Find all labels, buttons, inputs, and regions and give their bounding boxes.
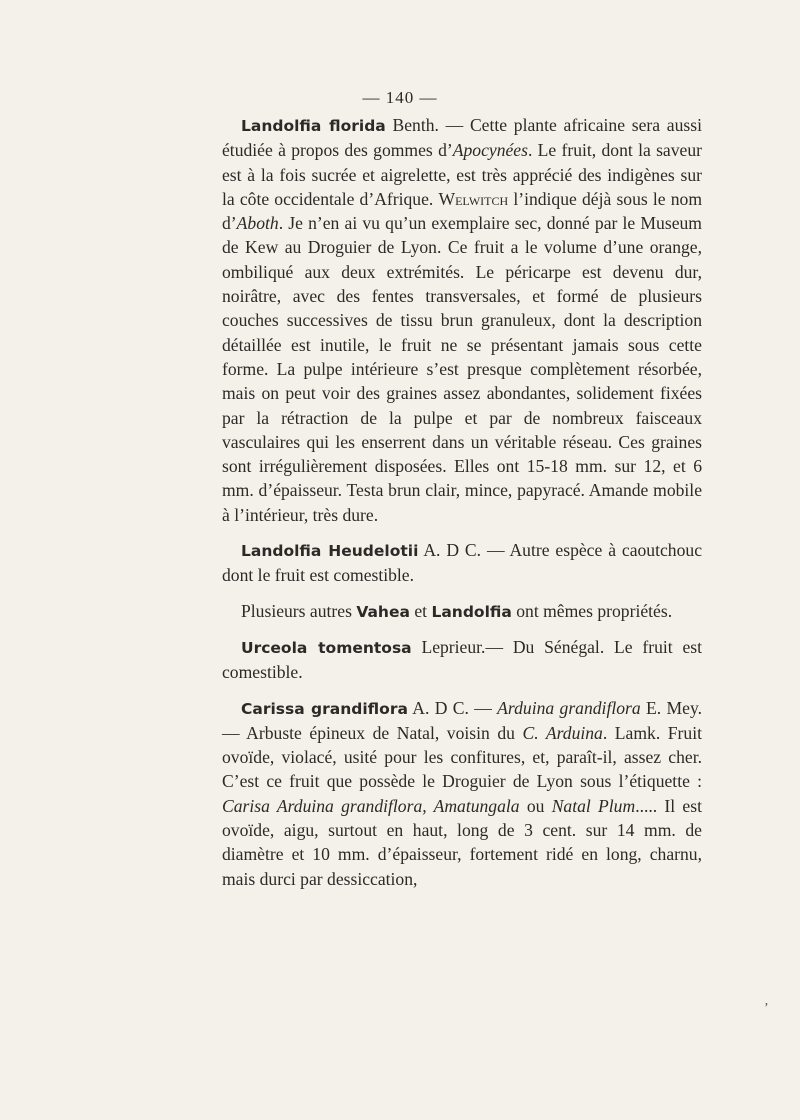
italic-term: Arduina grandiflora <box>497 697 641 718</box>
body-text: Benth. — Cette plante africaine sera aussi étudiée à propos des gommes d’ <box>222 115 702 161</box>
body-text: ont mêmes propriétés. <box>511 600 673 621</box>
species-name: Vahea <box>356 602 410 621</box>
paragraph-vahea-landolfia <box>222 599 702 624</box>
body-text: . Je n’en ai vu qu’un exemplaire sec, donné par le Museum de Kew au Droguier de Lyon. Ce fruit a le volume d’une orange, ombiliqué aux deux extrémités. Le péricarpe est devenu dur, noirâtre, avec des fentes transversales, et formé de plusieurs couches successives de tissu brun granuleux, dont la description détaillée est inutile, le fruit ne se présentant jamais sous cette forme. La pulpe intérieure s’est presque complètement résorbée, mais on peut voir des graines assez abondantes, solidement fixées par la rétraction de la pulpe et par de nombreux faisceaux vasculaires qui les enserrent dans un véritable réseau. Ces graines sont irrégulièrement disposées. Elles ont 15-18 mm. sur 12, et 6 mm. d’épaisseur. Testa brun clair, mince, papyracé. Amande mobile à l’intérieur, très dure. <box>222 213 702 525</box>
paragraph-landolfia-florida <box>222 113 702 527</box>
paragraph-urceola-tomentosa <box>222 635 702 685</box>
italic-term: C. Arduina <box>522 722 603 743</box>
body-text: l’indique déjà sous le nom d’ <box>222 188 702 234</box>
paragraph-landolfia-heudelotii <box>222 538 702 588</box>
body-text: A. D C. — <box>407 697 498 718</box>
species-name: Carissa grandiflora <box>241 699 408 718</box>
body-text: E. Mey. — Arbuste épineux de Natal, voisin du <box>222 697 702 743</box>
species-name: Landolfia florida <box>241 117 386 135</box>
italic-term: Aboth <box>236 213 279 234</box>
italic-term: Carisa Arduina grandiflora, Amatungala <box>222 795 520 816</box>
body-text: Leprieur.— Du Sénégal. Le fruit est comestible. <box>222 636 703 683</box>
species-name: Urceola tomentosa <box>241 638 412 657</box>
page-number: — 140 — <box>362 88 438 107</box>
author-name: Welwitch <box>438 188 509 209</box>
paragraph-carissa-grandiflora <box>222 696 702 891</box>
body-text: ou <box>519 795 552 816</box>
species-name: Landolfia <box>431 602 512 621</box>
page-body <box>222 113 702 891</box>
body-text: . Le fruit, dont la saveur est à la fois sucrée et aigrelette, est très apprécié des indigènes sur la côte occidentale d’Afrique. <box>222 140 702 209</box>
italic-term: Apocynées <box>452 140 528 161</box>
body-text: et <box>409 600 432 621</box>
body-text: Plusieurs autres <box>241 600 357 621</box>
stray-ink-mark: ’ <box>764 1001 769 1016</box>
species-name: Landolfia Heudelotii <box>241 542 419 561</box>
italic-term: Natal Plum <box>551 795 636 816</box>
body-text: . Lamk. Fruit ovoïde, violacé, usité pour les confitures, et, paraît-il, assez cher. C’est ce fruit que possède le Droguier de Lyon sous l’étiquette : <box>222 722 702 792</box>
body-text: ..... Il est ovoïde, aigu, surtout en haut, long de 3 cent. sur 14 mm. de diamètre et 10 mm. d’épaisseur, fortement ridé en long, charnu, mais durci par dessiccation, <box>222 795 702 889</box>
body-text: A. D C. — Autre espèce à caoutchouc dont le fruit est comestible. <box>222 540 703 586</box>
